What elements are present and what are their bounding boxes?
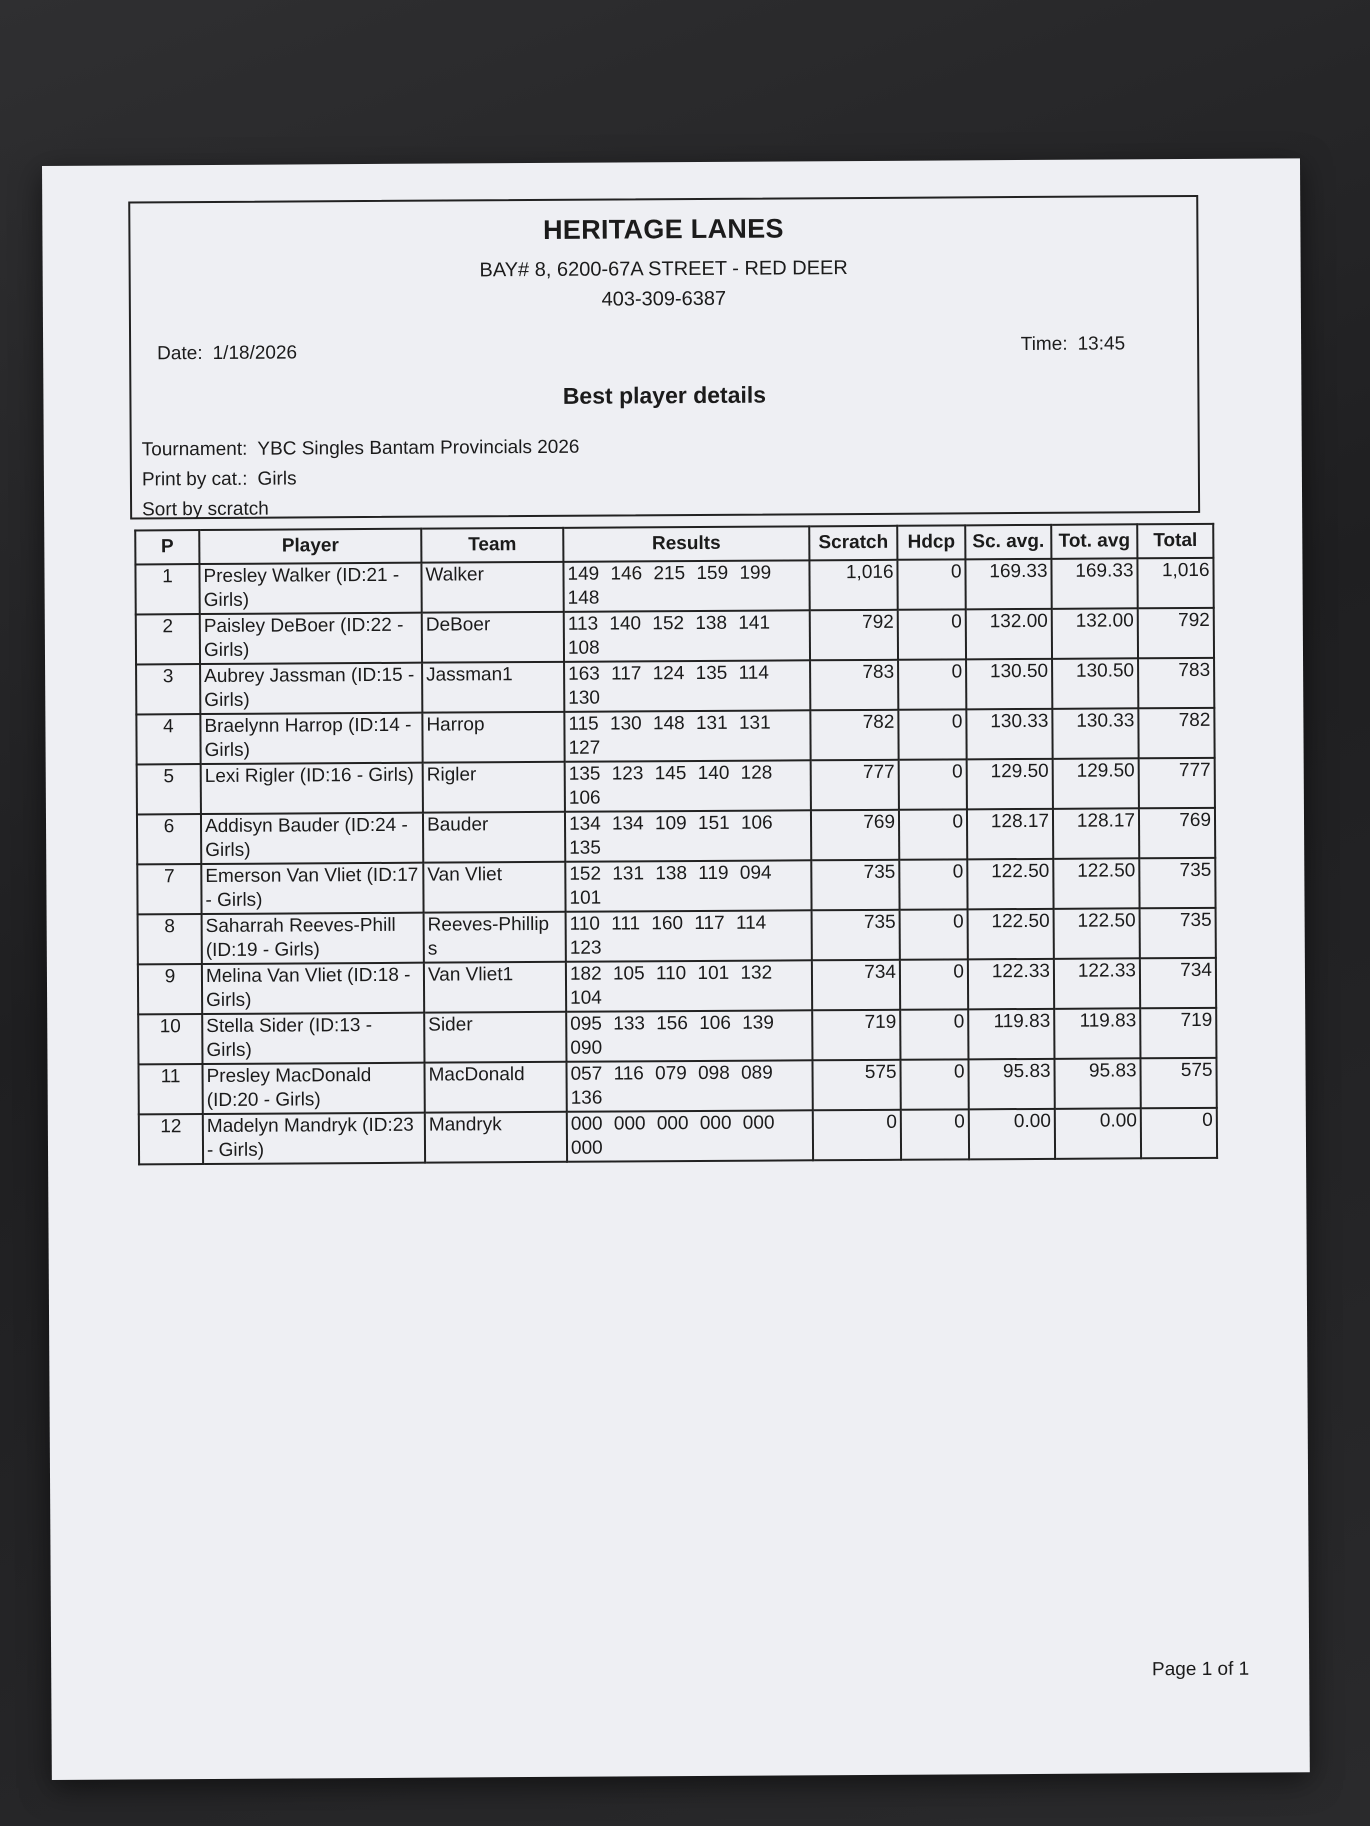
total-cell: 735 [1140, 908, 1216, 958]
position-cell: 6 [137, 814, 201, 864]
scratch-cell: 792 [810, 610, 898, 661]
scratch-cell: 777 [811, 760, 899, 811]
results-cell: 134 134 109 151 106 135 [565, 810, 811, 862]
total-cell: 782 [1138, 708, 1214, 758]
date-value: 1/18/2026 [212, 342, 298, 364]
total-cell: 0 [1141, 1108, 1217, 1158]
tot-avg-cell: 169.33 [1051, 558, 1137, 609]
hdcp-cell: 0 [897, 559, 965, 609]
table-row [136, 608, 1214, 665]
tot-avg-cell: 128.17 [1053, 808, 1139, 859]
sc-avg-cell: 132.00 [966, 609, 1052, 660]
hdcp-cell: 0 [900, 959, 968, 1009]
venue-name: HERITAGE LANES [542, 213, 784, 245]
column-header: P [135, 530, 199, 564]
team-cell: MacDonald [424, 1062, 566, 1113]
sc-avg-cell: 130.50 [966, 659, 1052, 710]
table-row [138, 958, 1216, 1015]
position-cell: 10 [138, 1014, 202, 1064]
team-cell: Reeves-Phillip s [424, 912, 566, 963]
venue-phone: 403-309-6387 [601, 287, 727, 311]
column-header: Sc. avg. [965, 525, 1051, 560]
scratch-cell: 735 [811, 860, 899, 911]
report-time [1021, 333, 1125, 356]
report-date [157, 342, 297, 365]
position-cell: 1 [135, 564, 199, 614]
team-cell: Harrop [422, 712, 564, 763]
sc-avg-cell: 95.83 [968, 1059, 1054, 1110]
team-cell: Bauder [423, 812, 565, 863]
column-header: Total [1137, 524, 1213, 558]
hdcp-cell: 0 [898, 609, 966, 659]
total-cell: 1,016 [1137, 558, 1213, 608]
scratch-cell: 719 [812, 1010, 900, 1061]
sc-avg-cell: 169.33 [965, 559, 1051, 610]
table-row [136, 658, 1214, 715]
team-cell: Rigler [423, 762, 565, 813]
position-cell: 12 [139, 1114, 203, 1164]
tot-avg-cell: 0.00 [1055, 1108, 1141, 1159]
team-cell: Mandryk [425, 1112, 567, 1163]
results-cell: 095 133 156 106 139 090 [566, 1010, 812, 1062]
scratch-cell: 769 [811, 810, 899, 861]
sc-avg-cell: 122.33 [968, 959, 1054, 1010]
tot-avg-cell: 122.50 [1053, 858, 1139, 909]
table-row [137, 808, 1215, 865]
scratch-cell: 1,016 [809, 560, 897, 611]
tournament-line [142, 437, 580, 462]
column-header: Scratch [809, 526, 897, 561]
scratch-cell: 575 [812, 1060, 900, 1111]
sc-avg-cell: 122.50 [968, 909, 1054, 960]
table-row [137, 858, 1215, 915]
sc-avg-cell: 0.00 [969, 1109, 1055, 1160]
position-cell: 4 [136, 714, 200, 764]
results-table [134, 523, 1218, 1166]
results-cell: 113 140 152 138 141 108 [564, 610, 810, 662]
team-cell: Jassman1 [422, 662, 564, 713]
sc-avg-cell: 119.83 [968, 1009, 1054, 1060]
results-cell: 152 131 138 119 094 101 [565, 860, 811, 912]
player-cell: Aubrey Jassman (ID:15 - Girls) [200, 663, 422, 714]
position-cell: 5 [137, 764, 201, 814]
category-value: Girls [257, 468, 297, 490]
results-cell: 135 123 145 140 128 106 [565, 760, 811, 812]
position-cell: 2 [136, 614, 200, 664]
page-number: Page 1 of 1 [1151, 1658, 1250, 1681]
scratch-cell: 783 [810, 660, 898, 711]
sort-line: Sort by scratch [142, 498, 269, 521]
table-row [137, 758, 1215, 815]
tot-avg-cell: 132.00 [1052, 608, 1138, 659]
column-header: Results [563, 526, 809, 562]
team-cell: Sider [424, 1012, 566, 1063]
time-value: 13:45 [1077, 333, 1126, 355]
sc-avg-cell: 129.50 [967, 759, 1053, 810]
tournament-value: YBC Singles Bantam Provincials 2026 [257, 436, 580, 460]
sc-avg-cell: 128.17 [967, 809, 1053, 860]
table-row [139, 1108, 1217, 1165]
results-cell: 057 116 079 098 089 136 [566, 1060, 812, 1112]
player-cell: Paisley DeBoer (ID:22 - Girls) [200, 613, 422, 664]
tot-avg-cell: 95.83 [1054, 1058, 1140, 1109]
printed-report-sheet [42, 158, 1310, 1780]
column-header: Tot. avg [1051, 524, 1137, 559]
column-header: Team [421, 528, 563, 563]
tot-avg-cell: 130.50 [1052, 658, 1138, 709]
position-cell: 9 [138, 964, 202, 1014]
results-cell: 182 105 110 101 132 104 [566, 960, 812, 1012]
total-cell: 734 [1140, 958, 1216, 1008]
column-header: Player [199, 529, 421, 564]
hdcp-cell: 0 [898, 709, 966, 759]
tot-avg-cell: 129.50 [1053, 758, 1139, 809]
tot-avg-cell: 122.50 [1054, 908, 1140, 959]
total-cell: 575 [1140, 1058, 1216, 1108]
total-cell: 777 [1139, 758, 1215, 808]
venue-address: BAY# 8, 6200-67A STREET - RED DEER [479, 257, 848, 282]
results-cell: 163 117 124 135 114 130 [564, 660, 810, 712]
results-cell: 115 130 148 131 131 127 [564, 710, 810, 762]
hdcp-cell: 0 [900, 1009, 968, 1059]
time-label: Time: [1020, 333, 1068, 356]
category-line [142, 468, 297, 491]
player-cell: Lexi Rigler (ID:16 - Girls) [201, 763, 423, 814]
column-header: Hdcp [897, 525, 965, 559]
table-row [138, 1008, 1216, 1065]
scratch-cell: 734 [812, 960, 900, 1011]
total-cell: 735 [1139, 858, 1215, 908]
team-cell: Van Vliet [423, 862, 565, 913]
results-cell: 110 111 160 117 114 123 [566, 910, 812, 962]
total-cell: 769 [1139, 808, 1215, 858]
tot-avg-cell: 130.33 [1052, 708, 1138, 759]
position-cell: 3 [136, 664, 200, 714]
player-cell: Presley MacDonald (ID:20 - Girls) [202, 1063, 424, 1114]
player-cell: Saharrah Reeves-Phill (ID:19 - Girls) [202, 913, 424, 964]
player-cell: Stella Sider (ID:13 - Girls) [202, 1013, 424, 1064]
table-row [136, 708, 1214, 765]
position-cell: 7 [137, 864, 201, 914]
team-cell: Walker [421, 562, 563, 613]
category-label: Print by cat.: [141, 468, 248, 491]
position-cell: 11 [138, 1064, 202, 1114]
player-cell: Braelynn Harrop (ID:14 - Girls) [200, 713, 422, 764]
hdcp-cell: 0 [898, 659, 966, 709]
scratch-cell: 735 [812, 910, 900, 961]
scratch-cell: 0 [813, 1110, 901, 1161]
table-row [138, 1058, 1216, 1115]
scratch-cell: 782 [810, 710, 898, 761]
tot-avg-cell: 119.83 [1054, 1008, 1140, 1059]
tot-avg-cell: 122.33 [1054, 958, 1140, 1009]
hdcp-cell: 0 [900, 909, 968, 959]
player-cell: Addisyn Bauder (ID:24 - Girls) [201, 813, 423, 864]
table-row [135, 558, 1213, 615]
hdcp-cell: 0 [901, 1109, 969, 1159]
hdcp-cell: 0 [899, 759, 967, 809]
total-cell: 719 [1140, 1008, 1216, 1058]
hdcp-cell: 0 [899, 809, 967, 859]
player-cell: Presley Walker (ID:21 - Girls) [199, 563, 421, 614]
hdcp-cell: 0 [900, 1059, 968, 1109]
total-cell: 783 [1138, 658, 1214, 708]
table-row [138, 908, 1216, 965]
results-cell: 149 146 215 159 199 148 [563, 560, 809, 612]
team-cell: Van Vliet1 [424, 962, 566, 1013]
hdcp-cell: 0 [899, 859, 967, 909]
total-cell: 792 [1138, 608, 1214, 658]
results-cell: 000 000 000 000 000 000 [567, 1110, 813, 1162]
player-cell: Madelyn Mandryk (ID:23 - Girls) [203, 1113, 425, 1164]
sc-avg-cell: 130.33 [966, 709, 1052, 760]
player-cell: Emerson Van Vliet (ID:17 - Girls) [201, 863, 423, 914]
team-cell: DeBoer [422, 612, 564, 663]
report-title: Best player details [562, 381, 767, 409]
sc-avg-cell: 122.50 [967, 859, 1053, 910]
player-cell: Melina Van Vliet (ID:18 - Girls) [202, 963, 424, 1014]
position-cell: 8 [138, 914, 202, 964]
report-header-box [128, 195, 1200, 520]
tournament-label: Tournament: [141, 438, 248, 461]
date-label: Date: [157, 343, 203, 365]
